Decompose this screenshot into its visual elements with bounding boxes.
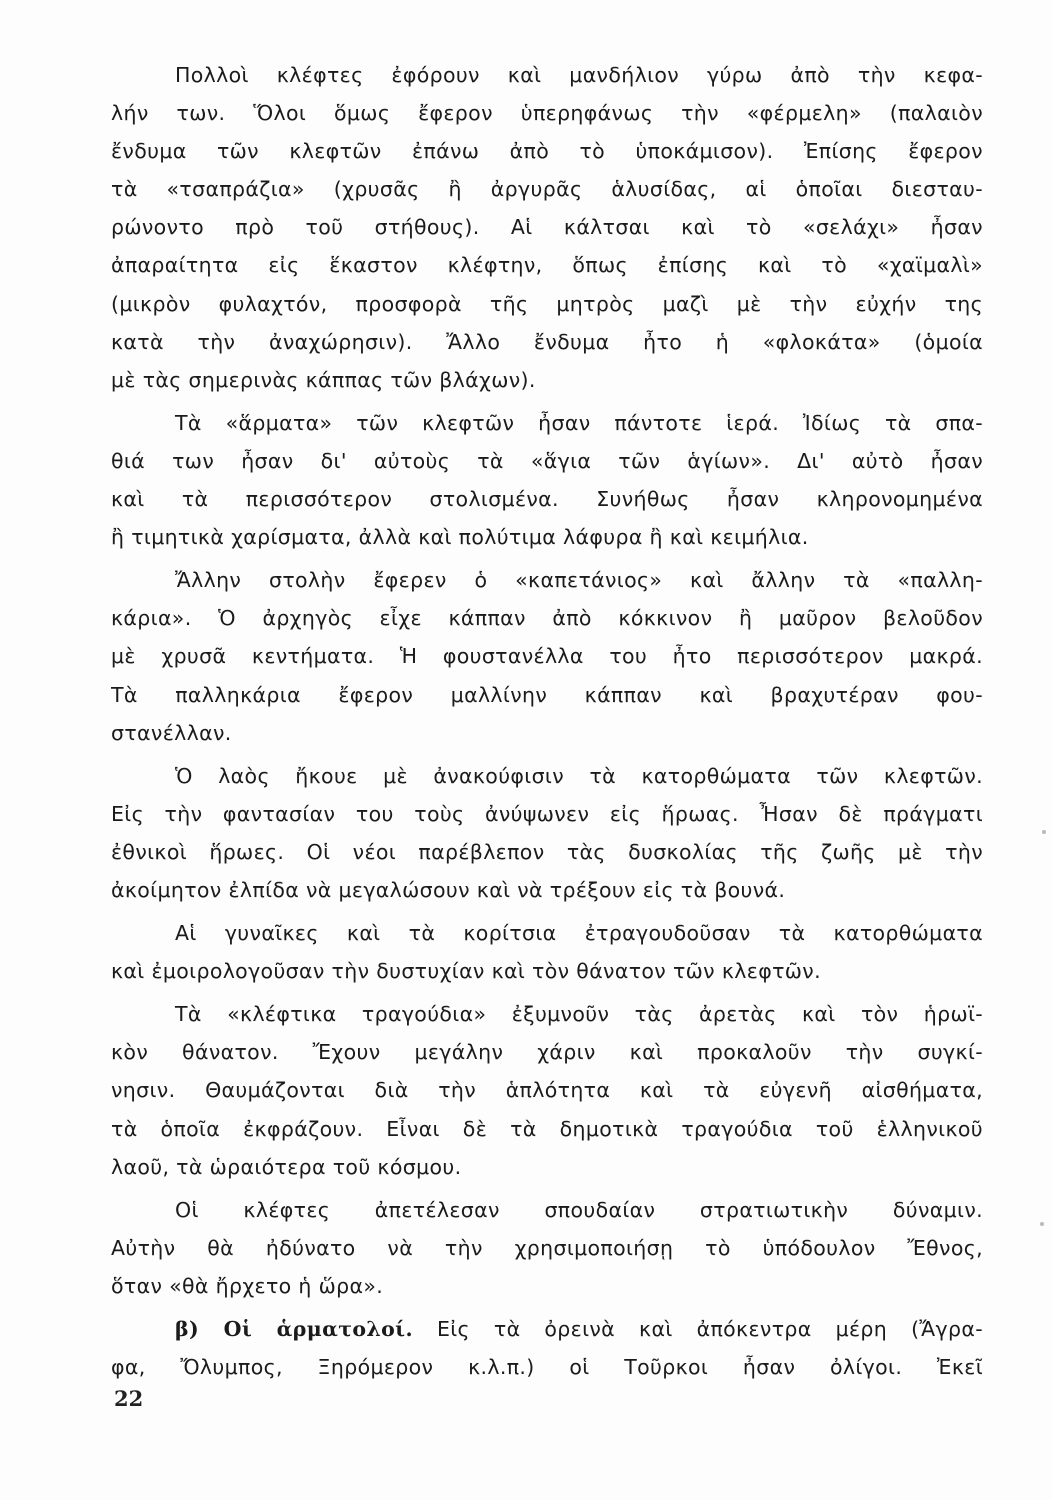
text-line: Ἄλλην στολὴν ἔφερεν ὁ «καπετάνιος» καὶ ἄλλην τὰ «παλλη- — [175, 568, 983, 593]
text-line: λαοῦ, τὰ ὡραιότερα τοῦ κόσμου. — [111, 1154, 462, 1179]
text-line: μὲ χρυσᾶ κεντήματα. Ἡ φουστανέλλα του ἦτο περισσότερον μακρά. — [111, 644, 983, 669]
body-text — [111, 56, 983, 1386]
text-line: Εἰς τὴν φαντασίαν του τοὺς ἀνύψωνεν εἰς ἥρωας. Ἦσαν δὲ πράγματι — [111, 801, 983, 826]
text-line: καὶ ἐμοιρολογοῦσαν τὴν δυστυχίαν καὶ τὸν θάνατον τῶν κλεφτῶν. — [111, 959, 821, 984]
text-line: ρώνοντο πρὸ τοῦ στήθους). Αἱ κάλτσαι καὶ τὸ «σελάχι» ἦσαν — [111, 215, 983, 240]
section-heading: β) Οἱ ἁρματολοί. — [175, 1317, 413, 1341]
section-b-text: Εἰς τὰ ὀρεινὰ καὶ ἀπόκεντρα μέρη (Ἄγρα- — [436, 1317, 983, 1341]
text-line: Τὰ παλληκάρια ἔφερον μαλλίνην κάππαν καὶ βραχυτέραν φου- — [111, 682, 983, 707]
text-line: νησιν. Θαυμάζονται διὰ τὴν ἁπλότητα καὶ τὰ εὐγενῆ αἰσθήματα, — [111, 1078, 983, 1103]
text-line: Αὐτὴν θὰ ἠδύνατο νὰ τὴν χρησιμοποιήσῃ τὸ ὑπόδουλον Ἔθνος, — [111, 1235, 983, 1260]
text-line: ἀπαραίτητα εἰς ἕκαστον κλέφτην, ὅπως ἐπίσης καὶ τὸ «χαϊμαλὶ» — [111, 253, 983, 278]
text-line: τὰ «τσαπράζια» (χρυσᾶς ἢ ἀργυρᾶς ἁλυσίδας, αἱ ὁποῖαι διεσταυ- — [111, 177, 983, 202]
text-line: ἐθνικοὶ ἥρωες. Οἱ νέοι παρέβλεπον τὰς δυσκολίας τῆς ζωῆς μὲ τὴν — [111, 839, 983, 864]
text-line: Οἱ κλέφτες ἀπετέλεσαν σπουδαίαν στρατιωτικὴν δύναμιν. — [175, 1197, 983, 1222]
text-line: καὶ τὰ περισσότερον στολισμένα. Συνήθως ἦσαν κληρονομημένα — [111, 487, 983, 512]
text-line: μὲ τὰς σημερινὰς κάππας τῶν βλάχων). — [111, 367, 536, 392]
text-line: θιά των ἦσαν δι' αὐτοὺς τὰ «ἅγια τῶν ἁγίων». Δι' αὐτὸ ἦσαν — [111, 448, 983, 473]
section-b-line — [111, 1310, 983, 1348]
text-line: στανέλλαν. — [111, 720, 232, 745]
text-line: κάρια». Ὁ ἀρχηγὸς εἶχε κάππαν ἀπὸ κόκκινον ἢ μαῦρον βελοῦδον — [111, 606, 983, 631]
text-line: Τὰ «κλέφτικα τραγούδια» ἐξυμνοῦν τὰς ἀρετὰς καὶ τὸν ἡρωϊ- — [175, 1002, 983, 1027]
page-number: 22 — [114, 1386, 144, 1411]
text-line: Ὁ λαὸς ἤκουε μὲ ἀνακούφισιν τὰ κατορθώματα τῶν κλεφτῶν. — [175, 763, 983, 788]
text-line: ἔνδυμα τῶν κλεφτῶν ἐπάνω ἀπὸ τὸ ὑποκάμισον). Ἐπίσης ἔφερον — [111, 139, 983, 164]
text-line: λήν των. Ὅλοι ὅμως ἔφερον ὑπερηφάνως τὴν «φέρμελη» (παλαιὸν — [111, 101, 983, 126]
text-line: φα, Ὄλυμπος, Ξηρόμερον κ.λ.π.) οἱ Τοῦρκοι ἦσαν ὀλίγοι. Ἐκεῖ — [111, 1355, 983, 1380]
text-line: (μικρὸν φυλαχτόν, προσφορὰ τῆς μητρὸς μαζὶ μὲ τὴν εὐχήν της — [111, 291, 983, 316]
text-line: Τὰ «ἅρματα» τῶν κλεφτῶν ἦσαν πάντοτε ἱερά. Ἰδίως τὰ σπα- — [175, 410, 983, 435]
text-line: ἀκοίμητον ἐλπίδα νὰ μεγαλώσουν καὶ νὰ τρέξουν εἰς τὰ βουνά. — [111, 877, 786, 902]
text-line: κὸν θάνατον. Ἔχουν μεγάλην χάριν καὶ προκαλοῦν τὴν συγκί- — [111, 1040, 983, 1065]
text-line: Πολλοὶ κλέφτες ἐφόρουν καὶ μανδήλιον γύρω ἀπὸ τὴν κεφα- — [175, 63, 983, 87]
text-line: κατὰ τὴν ἀναχώρησιν). Ἄλλο ἔνδυμα ἦτο ἡ «φλοκάτα» (ὁμοία — [111, 329, 983, 354]
text-line: τὰ ὁποῖα ἐκφράζουν. Εἶναι δὲ τὰ δημοτικὰ τραγούδια τοῦ ἑλληνικοῦ — [111, 1116, 983, 1141]
text-line: Αἱ γυναῖκες καὶ τὰ κορίτσια ἐτραγουδοῦσαν τὰ κατορθώματα — [175, 921, 983, 946]
scan-speck — [1042, 830, 1046, 834]
text-line: ὅταν «θὰ ἤρχετο ἡ ὥρα». — [111, 1273, 384, 1298]
scan-speck — [1040, 1222, 1044, 1226]
text-line: ἢ τιμητικὰ χαρίσματα, ἀλλὰ καὶ πολύτιμα λάφυρα ἢ καὶ κειμήλια. — [111, 525, 809, 550]
